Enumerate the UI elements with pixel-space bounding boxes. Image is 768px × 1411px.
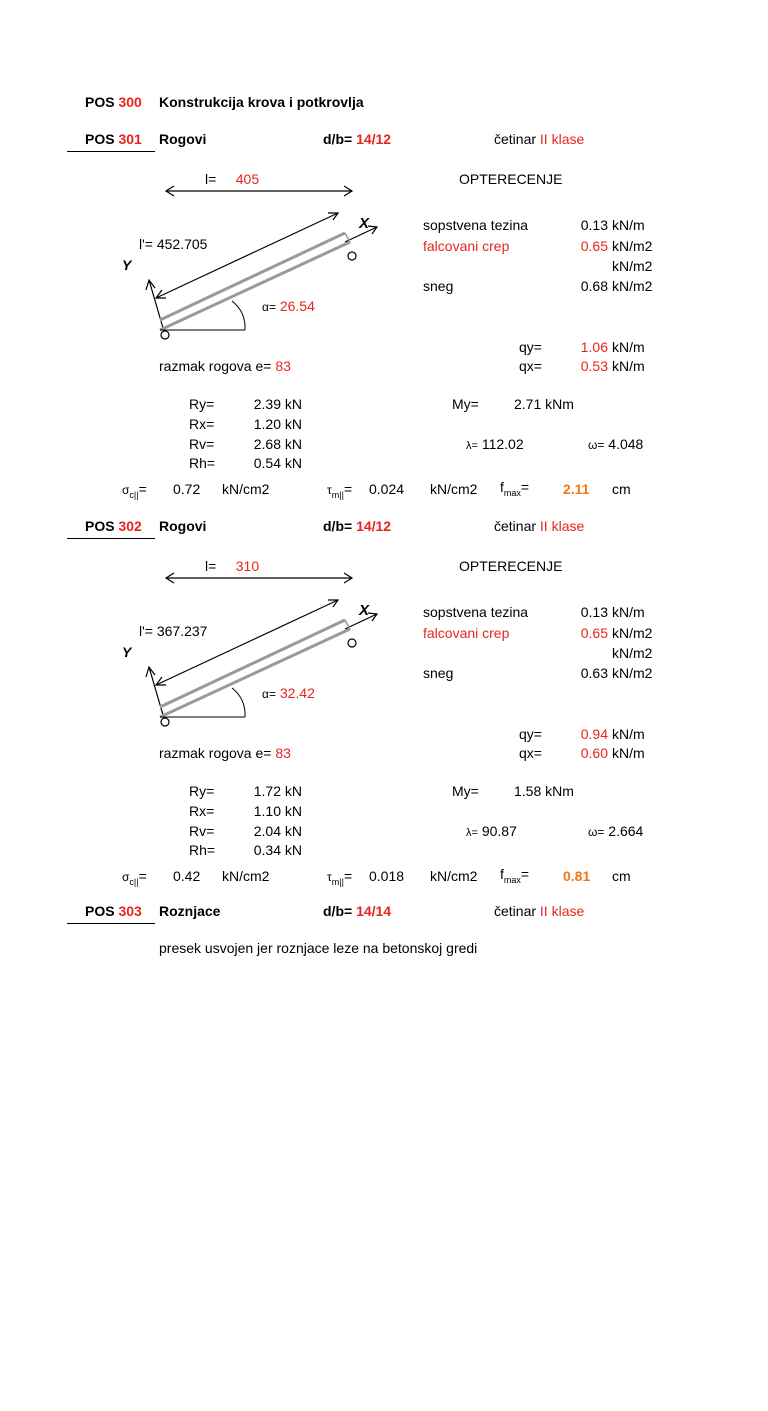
omega-label: ω= [588,438,605,452]
load-unit: kN/m [612,604,645,620]
reaction-label: Ry= [189,396,215,412]
load-title: OPTERECENJE [459,171,563,187]
load-unit: kN/m [612,217,645,233]
inclined-length-arrow [156,600,338,685]
section-title: Rogovi [159,518,207,534]
load-unit: kN/m2 [612,665,653,681]
moment-label: My= [452,396,479,412]
deflection-subscript: max [503,875,521,885]
pos-number: 303 [118,903,142,919]
sigma-value-wrap [173,868,200,884]
deflection-unit: cm [612,481,631,497]
x-axis-arrow [345,613,377,629]
y-axis-label: Y [122,257,132,273]
tau-equals: = [343,868,353,884]
reaction-label: Rx= [189,803,215,819]
spacing-label: razmak rogova e= [159,358,272,374]
pos-303-wood [494,903,584,919]
inclined-length-arrow [156,213,338,298]
sigma-label [122,868,147,886]
rafter-diagram [0,387,768,1411]
alpha-value: 32.42 [279,685,315,701]
load-unit: kN/m2 [612,258,653,274]
pos-label: POS [85,903,115,919]
load-title: OPTERECENJE [459,558,563,574]
x-axis-arrow [345,226,377,242]
reaction-label: Ry= [189,783,215,799]
qx-value: 0.53 [580,358,608,374]
load-value: 0.65 [580,238,608,254]
moment-label: My= [452,783,479,799]
reaction-label: Rv= [189,436,215,452]
load-name: falcovani crep [423,625,510,641]
qx-unit: kN/m [612,745,645,761]
omega-value: 2.664 [608,823,644,839]
omega-readout [588,823,643,840]
spacing-value: 83 [275,358,291,374]
inclined-length-value: 367.237 [156,623,208,639]
db-value: 14/12 [356,518,392,534]
deflection-unit-wrap [612,868,631,884]
deflection-symbol: f [500,479,504,495]
sigma-subscript: c|| [129,877,139,887]
reaction-value: 1.72 kN [253,783,302,799]
qx-label: qx= [519,745,542,761]
wood-class: II klase [539,131,585,147]
reaction-label: Rh= [189,455,216,471]
lambda-value: 90.87 [481,823,517,839]
sigma-equals: = [138,868,147,884]
reaction-label: Rv= [189,823,215,839]
qy-label: qy= [519,726,542,742]
alpha-label: α= [262,300,276,314]
moment-value: 2.71 kNm [514,396,574,412]
load-unit: kN/m2 [612,238,653,254]
qy-value: 0.94 [580,726,608,742]
lambda-readout [466,823,517,841]
alpha-value: 26.54 [279,298,315,314]
load-value: 0.63 [580,665,608,681]
tau-subscript: m|| [331,877,344,887]
load-name: sopstvena tezina [423,604,529,620]
angle-arc [232,688,245,717]
length-label: l= [205,171,217,187]
db-value: 14/14 [356,903,392,919]
load-name: sneg [423,278,454,294]
tau-value-wrap [369,868,404,884]
pos-label: POS [85,131,115,147]
tau-symbol: τ [327,870,332,884]
qx-label: qx= [519,358,542,374]
sigma-subscript: c|| [129,490,139,500]
deflection-symbol: f [500,866,504,882]
qx-unit: kN/m [612,358,645,374]
sigma-unit: kN/cm2 [222,868,270,884]
tau-unit: kN/cm2 [430,868,478,884]
lambda-value: 112.02 [481,436,524,452]
wood-label: četinar [494,903,537,919]
spacing-readout [159,358,291,374]
wood-label: četinar [494,131,537,147]
pos-303-db [323,903,391,919]
deflection-value-wrap [563,868,590,884]
inclined-length-label: l'= [139,236,153,252]
deflection-equals: = [520,479,530,495]
roller-support [348,252,356,260]
pos-300-title: Konstrukcija krova i potkrovlja [159,94,364,110]
load-value: 0.13 [580,217,608,233]
sigma-equals: = [138,481,147,497]
deflection-subscript: max [503,488,521,498]
rafter-beam [160,233,350,330]
alpha-label: α= [262,687,276,701]
y-axis-label: Y [122,644,132,660]
heading-underline [67,923,155,924]
spacing-readout [159,745,291,761]
inclined-length-value: 452.705 [156,236,208,252]
deflection-value: 0.81 [563,868,591,884]
qy-unit: kN/m [612,339,645,355]
tau-subscript: m|| [331,490,344,500]
reaction-value: 1.10 kN [253,803,302,819]
spacing-value: 83 [275,745,291,761]
pin-support [161,331,169,339]
roller-support [348,639,356,647]
tau-unit: kN/cm2 [430,481,478,497]
reaction-value: 1.20 kN [253,416,302,432]
load-value: 0.65 [580,625,608,641]
pos-number: 302 [118,518,142,534]
length-value: 310 [235,558,260,574]
spacing-label: razmak rogova e= [159,745,272,761]
wood-label: četinar [494,518,537,534]
wood-class: II klase [539,518,585,534]
pos-number: 301 [118,131,142,147]
load-name: sneg [423,665,454,681]
sigma-unit: kN/cm2 [222,481,270,497]
qx-value: 0.60 [580,745,608,761]
lambda-label: λ= [466,440,478,452]
qy-value: 1.06 [580,339,608,355]
sigma-symbol: σ [122,870,130,884]
pos-label: POS [85,94,115,110]
sigma-value: 0.72 [173,481,201,497]
reaction-label: Rh= [189,842,216,858]
omega-label: ω= [588,825,605,839]
deflection-equals: = [520,866,530,882]
load-name: falcovani crep [423,238,510,254]
tau-value: 0.024 [369,481,405,497]
reaction-label: Rx= [189,416,215,432]
tau-unit-wrap [430,868,477,884]
db-value: 14/12 [356,131,392,147]
deflection-unit: cm [612,868,631,884]
db-label: d/b= [323,518,353,534]
span-arrow [166,186,352,196]
load-value: 0.68 [580,278,608,294]
section-title: Rogovi [159,131,207,147]
pos-303-title: Roznjace [159,903,221,919]
deflection-value: 2.11 [563,481,590,497]
span-arrow [166,573,352,583]
inclined-length-label: l'= [139,623,153,639]
reaction-value: 0.54 kN [253,455,302,471]
tau-symbol: τ [327,483,332,497]
load-name: sopstvena tezina [423,217,529,233]
omega-value: 4.048 [608,436,644,452]
load-unit: kN/m2 [612,278,653,294]
load-unit: kN/m2 [612,625,653,641]
length-value: 405 [235,171,260,187]
moment-value: 1.58 kNm [514,783,574,799]
pos-label: POS [85,518,115,534]
reaction-value: 0.34 kN [253,842,302,858]
sigma-value: 0.42 [173,868,201,884]
db-label: d/b= [323,131,353,147]
pin-support [161,718,169,726]
wood-class: II klase [539,903,585,919]
tau-label [327,868,352,886]
sigma-symbol: σ [122,483,130,497]
qy-label: qy= [519,339,542,355]
reaction-value: 2.39 kN [253,396,302,412]
tau-equals: = [343,481,353,497]
deflection-label [500,866,529,884]
x-axis-label: X [359,215,370,232]
rafter-beam [160,620,350,717]
load-unit: kN/m2 [612,645,653,661]
load-value: 0.13 [580,604,608,620]
reaction-value: 2.04 kN [253,823,302,839]
angle-arc [232,301,245,330]
pos-number: 300 [118,94,142,110]
pos-303-heading [85,903,142,919]
reaction-value: 2.68 kN [253,436,302,452]
sigma-unit-wrap [222,868,269,884]
db-label: d/b= [323,903,353,919]
pos-303-note: presek usvojen jer roznjace leze na betonskoj gredi [159,940,478,956]
x-axis-label: X [359,602,370,619]
lambda-label: λ= [466,827,478,839]
tau-value: 0.018 [369,868,405,884]
length-label: l= [205,558,217,574]
qy-unit: kN/m [612,726,645,742]
